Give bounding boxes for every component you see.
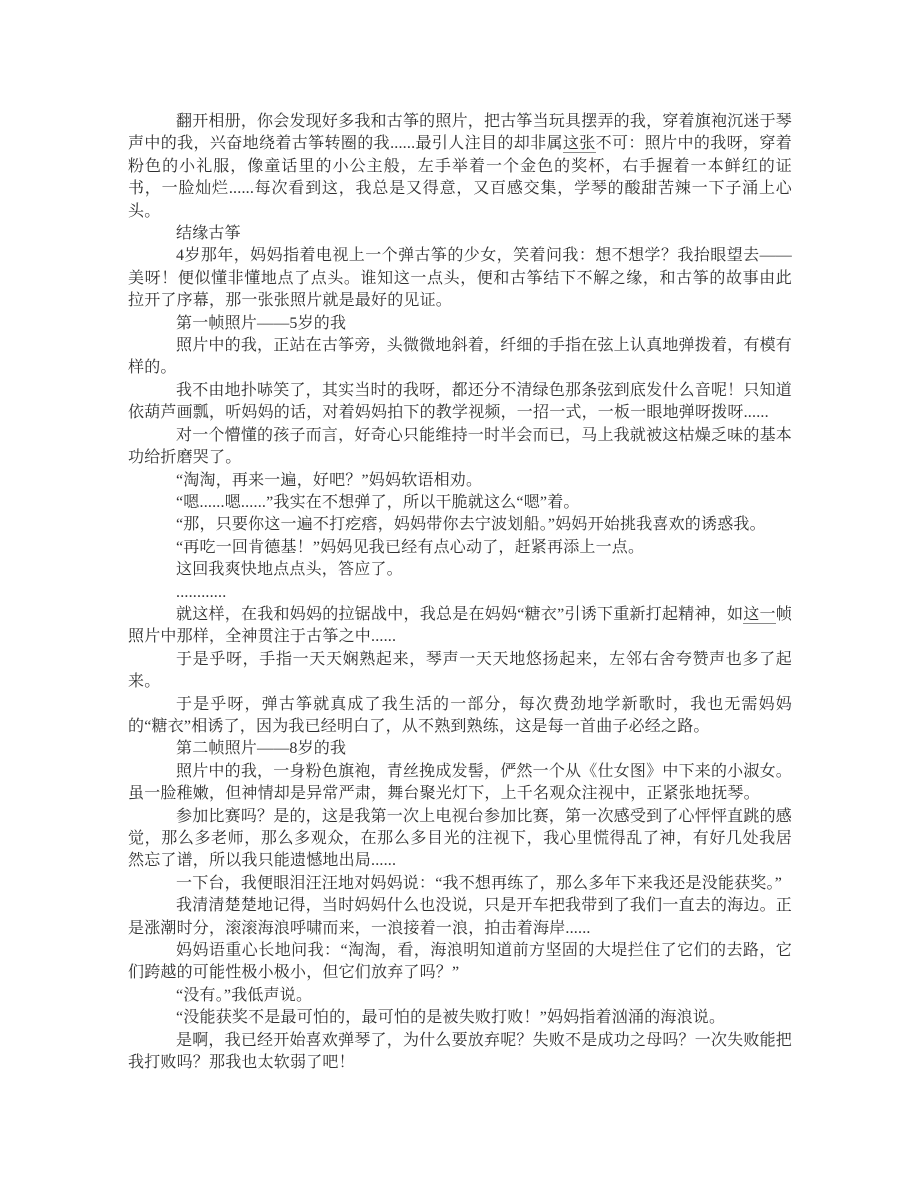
paragraph: 是啊，我已经开始喜欢弹琴了，为什么要放弃呢？失败不是成功之母吗？一次失败能把我打败吗？那我也太软弱了吧！ — [128, 1031, 792, 1072]
paragraph: 这回我爽快地点点头，答应了。 — [176, 561, 403, 579]
paragraph: 对一个懵懂的孩子而言，好奇心只能维持一时半会而已，马上我就被这枯燥乏味的基本功给折磨哭了。 — [128, 426, 792, 467]
paragraph: 就这样，在我和妈妈的拉锯战中，我总是在妈妈“糖衣”引诱下重新打起精神，如这一帧照片中那样，全神贯注于古筝之中...... — [128, 605, 793, 646]
paragraph: 照片中的我，一身粉色旗袍，青丝挽成发髻，俨然一个从《仕女图》中下来的小淑女。虽一脸稚嫩，但神情却是异常严肃，舞台聚光灯下，上千名观众注视中，正紧张地抚琴。 — [128, 762, 792, 803]
document-page — [128, 111, 792, 1074]
paragraph: “淘淘，再来一遍，好吧？”妈妈软语相劝。 — [176, 471, 483, 489]
section-heading-photo-1: 第一帧照片——5岁的我 — [176, 314, 347, 332]
paragraph: 于是乎呀，手指一天天娴熟起来，琴声一天天地悠扬起来，左邻右舍夸赞声也多了起来。 — [128, 650, 792, 691]
paragraph: “那，只要你这一遍不打疙瘩，妈妈带你去宁波划船。”妈妈开始挑我喜欢的诱惑我。 — [176, 516, 766, 534]
paragraph: 翻开相册，你会发现好多我和古筝的照片，把古筝当玩具摆弄的我，穿着旗袍沉迷于琴声中的我，兴奋地绕着古筝转圈的我......最引人注目的却非属这张不可：照片中的我呀，穿着粉色的小礼服，像童话里的小公主般，左手举着一个金色的奖杯，右手握着一本鲜红的证书，一脸灿烂......每次看到这，我总是又得意，又百感交集，学琴的酸甜苦辣一下子涌上心头。 — [128, 113, 792, 220]
paragraph: 一下台，我便眼泪汪汪地对妈妈说：“我不想再练了，那么多年下来我还是没能获奖。” — [176, 874, 783, 892]
paragraph: 妈妈语重心长地问我：“淘淘，看，海浪明知道前方坚固的大堤拦住了它们的去路，它们跨越的可能性极小极小，但它们放弃了吗？” — [128, 942, 792, 982]
paragraph: 我不由地扑哧笑了，其实当时的我呀，都还分不清绿色那条弦到底发什么音呢！只知道依葫芦画瓢，听妈妈的话，对着妈妈拍下的教学视频，一招一式，一板一眼地弹呀拨呀...... — [128, 381, 792, 422]
section-heading-jieyuan-guzheng: 结缘古筝 — [176, 225, 241, 243]
section-heading-photo-2: 第二帧照片——8岁的我 — [176, 740, 347, 758]
paragraph: 于是乎呀，弹古筝就真成了我生活的一部分，每次费劲地学新歌时，我也无需妈妈的“糖衣”相诱了，因为我已经明白了，从不熟到熟练，这是每一首曲子必经之路。 — [128, 695, 792, 735]
paragraph: “再吃一回肯德基！”妈妈见我已经有点心动了，赶紧再添上一点。 — [176, 538, 645, 556]
paragraph: “没有。”我低声说。 — [176, 986, 313, 1004]
paragraph: “嗯......嗯......”我实在不想弹了，所以干脆就这么“嗯”着。 — [176, 493, 580, 511]
paragraph: 4岁那年，妈妈指着电视上一个弹古筝的少女，笑着问我：想不想学？我抬眼望去——美呀！便似懂非懂地点了点头。谁知这一点头，便和古筝结下不解之缘，和古筝的故事由此拉开了序幕，那一张张照片就是最好的见证。 — [128, 247, 792, 310]
ellipsis-line: ............ — [176, 583, 227, 601]
paragraph: 参加比赛吗？是的，这是我第一次上电视台参加比赛，第一次感受到了心怦怦直跳的感觉，那么多老师，那么多观众，在那么多目光的注视下，我心里慌得乱了神，有好几处我居然忘了谱，所以我只能遗憾地出局...... — [128, 807, 792, 870]
paragraph: 照片中的我，正站在古筝旁，头微微地斜着，纤细的手指在弦上认真地弹拨着，有模有样的。 — [128, 337, 792, 377]
paragraph: “没能获奖不是最可怕的，最可怕的是被失败打败！”妈妈指着汹涌的海浪说。 — [176, 1009, 726, 1027]
paragraph: 我清清楚楚地记得，当时妈妈什么也没说，只是开车把我带到了我们一直去的海边。正是涨潮时分，滚滚海浪呼啸而来，一浪接着一浪，拍击着海岸...... — [128, 897, 792, 937]
